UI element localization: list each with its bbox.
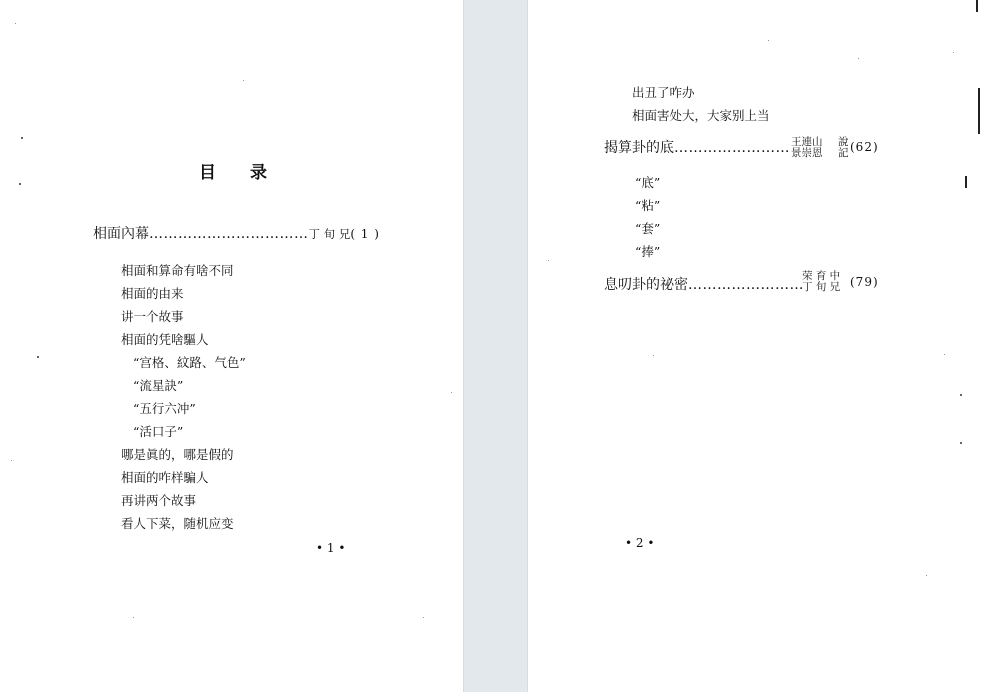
toc-subitem[interactable]: “底” (635, 175, 661, 190)
chapter-title: 息叨卦的祕密 (604, 277, 688, 293)
toc-item[interactable]: 相面和算命有啥不同 (121, 263, 234, 278)
scan-speck (653, 355, 654, 356)
scan-speck (15, 23, 16, 24)
toc-item[interactable]: 相面害处大，大家别上当 (632, 108, 770, 123)
page-gutter (464, 0, 526, 692)
toc-subitem[interactable]: “粘” (635, 198, 661, 213)
toc-chapter-1[interactable] (93, 223, 380, 243)
toc-subitem[interactable]: “捧” (635, 244, 661, 259)
toc-chapter-3[interactable] (604, 274, 804, 294)
scan-edge-mark (976, 0, 978, 12)
toc-item[interactable]: 相面的咋样騙人 (121, 470, 209, 485)
role-line: 記 (838, 147, 849, 159)
chapter-authors (791, 137, 823, 159)
scan-edge-mark (978, 88, 980, 134)
scan-speck (944, 354, 945, 355)
scan-speck (243, 80, 244, 81)
scan-speck (37, 356, 39, 358)
scan-edge-mark (965, 176, 967, 188)
toc-subitem[interactable]: “套” (635, 221, 661, 236)
scan-speck (953, 52, 954, 53)
chapter-page: ( 1 ) (350, 227, 380, 241)
scan-speck (11, 460, 12, 461)
dot-leader: …………………………… (149, 226, 309, 242)
scan-speck (960, 394, 962, 396)
toc-chapter-2[interactable] (604, 137, 790, 157)
toc-heading-first-char: 目 (199, 163, 216, 183)
scan-speck (19, 183, 21, 185)
dot-leader: …………………… (688, 277, 804, 293)
scan-speck (451, 392, 452, 393)
toc-item[interactable]: 看人下菜，随机应变 (121, 516, 234, 531)
document-page-1 (0, 0, 464, 692)
scan-speck (548, 260, 549, 261)
chapter-page: (62) (850, 140, 879, 154)
chapter-author: 丁 旬 兄 (308, 227, 351, 241)
toc-subitem[interactable]: “宫格、紋路、气色” (133, 355, 246, 370)
scan-speck (768, 40, 769, 41)
scan-speck (21, 137, 23, 139)
toc-subitem[interactable]: “五行六冲” (133, 401, 196, 416)
chapter-title: 揭算卦的底 (604, 140, 674, 156)
chapter-roles (838, 137, 849, 159)
toc-heading-second-char: 录 (250, 163, 267, 183)
scan-speck (926, 575, 927, 576)
scan-speck (423, 617, 424, 618)
toc-item[interactable]: 出丑了咋办 (632, 85, 695, 100)
toc-subitem[interactable]: “流星訣” (133, 378, 184, 393)
author-line: 王連山 (791, 136, 823, 148)
scan-speck (960, 442, 962, 444)
chapter-title: 相面內幕 (93, 226, 149, 242)
document-page-2 (527, 0, 992, 692)
author-line: 景崇恩 (791, 147, 823, 159)
chapter-page: (79) (850, 275, 879, 289)
toc-item[interactable]: 哪是眞的，哪是假的 (121, 447, 234, 462)
page-number: • 1 • (316, 541, 346, 555)
toc-item[interactable]: 再讲两个故事 (121, 493, 197, 508)
author-line: 荣 育 中 (802, 270, 841, 282)
toc-item[interactable]: 相面的凭啥驅人 (121, 332, 209, 347)
scan-speck (133, 617, 134, 618)
role-line: 說 (838, 136, 849, 148)
toc-item[interactable]: 讲一个故事 (121, 309, 184, 324)
toc-subitem[interactable]: “活口子” (133, 424, 184, 439)
author-line: 丁 旬 兄 (802, 281, 841, 293)
chapter-authors (802, 271, 840, 293)
toc-item[interactable]: 相面的由来 (121, 286, 184, 301)
page-number: • 2 • (625, 536, 655, 550)
dot-leader: …………………… (674, 140, 790, 156)
scan-speck (858, 58, 859, 59)
